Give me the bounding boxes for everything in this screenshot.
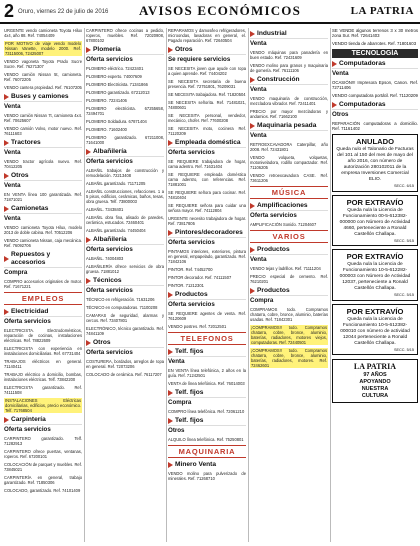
classified-ad: VENDO retroexcavadora CASE. Ref. 73611206 xyxy=(250,173,328,183)
classified-ad: OCASIÓN!!! Impresora Epson, Canon. Ref. 72711406 xyxy=(332,80,418,90)
category xyxy=(168,291,246,309)
classified-ad: PINTOR. 71212301 xyxy=(168,283,204,288)
category-name: Productos xyxy=(250,246,328,254)
category xyxy=(250,76,328,94)
column-1 xyxy=(4,28,82,544)
category xyxy=(168,46,246,64)
category-sub: Oferta servicios xyxy=(86,156,164,166)
classified-ad: SE REQUIERE señora para cocinar. Ref. 74810404 xyxy=(168,190,246,200)
section-banner-musica: MÚSICA xyxy=(250,186,328,199)
category xyxy=(168,229,246,247)
classified-ad: COSTURERA, bordados, arreglos de ropa en general. Ref. 72073206 xyxy=(86,359,164,369)
classified-ad: TÉCNICO en computadoras. 71100208 xyxy=(86,305,158,310)
category-name: Albañilería xyxy=(86,236,164,244)
category xyxy=(250,202,328,220)
category xyxy=(168,389,246,407)
category-sub: Venta xyxy=(4,147,82,157)
category-sub: Venta xyxy=(4,180,82,190)
category-name: Carpintería xyxy=(4,416,82,424)
classified-ad: VENDO tractor agrícola nuevo. Ref. 70412205 xyxy=(4,159,82,169)
classified-ad: PLOMERO. 72241406 xyxy=(86,98,127,103)
category-name: Telf. fijos xyxy=(168,348,246,356)
category-name: Productos xyxy=(168,291,246,299)
classified-ad: COLOCACIÓN de parquet y muebles. Ref. 73845021 xyxy=(4,462,82,472)
category xyxy=(168,139,246,157)
classified-ad: COLOCADO de cerámica. Ref. 76117207 xyxy=(86,372,162,377)
classified-ad: PLOMERO garantizado. 67211008, 71641000 xyxy=(86,135,164,145)
classified-ad-highlighted: ¡COMPRAMOS!! todo. Compramos chatarra, cobre, bronce, aluminio, baterías, radiadores, motores viejos, computadoras. Ref. 72440501 xyxy=(251,325,327,345)
classified-ad-highlighted: INSTALACIONES Eléctricas domiciliarias, edificios, precio económico. Telf. 71768504 xyxy=(5,398,81,413)
category-sub: Oferta servicios xyxy=(86,347,164,357)
classified-ad: VENDO postres. Ref. 72012501 xyxy=(168,324,227,329)
column-rule xyxy=(248,28,249,542)
classified-ad: ALBAÑIL. 74004803 xyxy=(86,256,124,261)
category xyxy=(4,308,82,326)
classified-ad: VENDO molino para pulverizado de minerales. Ref. 71268710 xyxy=(168,471,246,481)
category-name: Empleada doméstica xyxy=(168,139,246,147)
section-banner-empleos: EMPLEOS xyxy=(4,292,82,305)
category xyxy=(86,46,164,64)
promo-line: NUESTRA xyxy=(361,386,389,393)
classified-ad: TRABAJOS eléctricos en general. 71140411 xyxy=(4,359,82,369)
classified-ad: SE NECESITA joven que ayude con ropa a quien aprende. Ref. 74404202 xyxy=(168,66,246,76)
category-sub: Compra xyxy=(168,397,246,407)
classified-ad: CARPINTERÍA en general, trabajo garantizado. Ref. 71850306 xyxy=(4,475,82,485)
classified-ad: PLOMERO. 71602400 xyxy=(86,127,127,132)
classified-ad: VENDO maquinaria de construcción, mezcladora vibrador. Ref. 72411401 xyxy=(250,96,328,106)
classified-ad: TRABAJO eléctrico a domicilio, bombas, instalaciones eléctricas. Telf. 73842200 xyxy=(4,372,82,382)
notice-title: POR EXTRAVÍO xyxy=(346,197,404,207)
classified-ad: EN VENTA línea 100 garantizada. Ref. 71871021 xyxy=(4,192,82,202)
category-sub: Oferta servicios xyxy=(86,285,164,295)
notice-box-anulado xyxy=(332,134,418,192)
category-name: Telf. fijos xyxy=(168,389,246,397)
classified-ad: PLOMERO garantizado. 67212013 xyxy=(86,90,150,95)
category-sub: Venta xyxy=(168,356,246,366)
classified-ad: CAMARAS de seguridad, alarmas y cercos. Ref. 73407801 xyxy=(86,313,164,323)
classified-ad: ALQUILO línea telefónica. Ref. 75250801 xyxy=(168,437,244,442)
category-name: Construcción xyxy=(250,76,328,84)
classified-ad: CARPINTERO ofrece cocinas a pedido, roperos, muebles. Ref. 72020908, 67800102 xyxy=(86,28,164,43)
category-name: Computadoras xyxy=(332,60,418,68)
category-name: Amplificaciones xyxy=(250,202,328,210)
category-name: Telf. fijos xyxy=(168,417,246,425)
classified-ad: REPARAMOS y damos/leo refrigeradores, microondas, lavadoras en general, el. Pagado reparación. Ref. 72640504 xyxy=(168,28,246,43)
promo-line: 97 AÑOS xyxy=(363,372,387,379)
notice-code: SECC. 5/15 xyxy=(393,347,414,352)
classified-ad: COMPRAMOS todo. Compramos chatarra, cobre, bronce, aluminio, baterías usadas. Ref. 71842301 xyxy=(250,307,328,322)
category-name: Albañilería xyxy=(86,148,164,156)
classified-ad: VENDO computadora portátil. Ref. 71120209 xyxy=(332,93,418,98)
category-name: Plomería xyxy=(86,46,164,54)
classified-ad: VENDO cantera propiedad. Ref. 76107205 xyxy=(4,85,82,90)
category-sub: Compra xyxy=(4,267,82,277)
notice-title: POR EXTRAVÍO xyxy=(346,252,404,262)
category-sub: Oferta servicios xyxy=(168,237,246,247)
category-sub: Oferta servicios xyxy=(250,210,328,220)
category-sub: Venta xyxy=(250,130,328,140)
category-sub: Venta xyxy=(4,101,82,111)
classified-ad: ELECTRICISTA con experiencia en instalaciones domiciliarias. Ref. 67731404 xyxy=(4,346,82,356)
classified-ad: SE REQUIERE señora para cuidar una señora mayor. Ref. 74112804 xyxy=(168,203,246,213)
category xyxy=(4,251,82,277)
classified-ad: CARPINTERO ofrece puertas, ventanas, roperos. Ref. 67200101 xyxy=(4,449,82,459)
classified-ad: PLOMERO electricista. 67255658, 72494701 xyxy=(86,106,164,116)
category xyxy=(4,93,82,111)
category-sub: Venta xyxy=(250,38,328,48)
classified-ad: ALBAÑIL garantizado. 74450404 xyxy=(86,228,146,233)
notice-text: Queda nula la Licencia de Funcionamiento 10-5-612382-000010 con número de actividad 12044 perteneciente a Ronald Castellón Challapa. xyxy=(340,316,410,346)
category xyxy=(250,246,328,264)
classified-ad: VENDO camioneta Nissan, caja mecánica. Ref. 76092706 xyxy=(4,238,82,248)
category-sub: Oferta servicios xyxy=(168,147,246,157)
notice-text: Queda nula la Licencia de Funcionamiento 10-5-612282-000003 con Número de Actividad 12037, perteneciente a Ronald Castellón Challapa. xyxy=(339,262,411,292)
category-sub: Oferta servicios xyxy=(4,424,82,434)
classified-ad: EN VENTA línea telefónica, 2 años en la guía. Ref. 71242501 xyxy=(168,368,246,378)
section-band-tecnologia: TECNOLOGÍA xyxy=(332,49,418,58)
category-name: Técnicos xyxy=(86,277,164,285)
classified-ad: PLOMERO eléctrico. 72423401 xyxy=(86,66,144,71)
section-banner-varios: VARIOS xyxy=(250,230,328,243)
category-sub: Oferta servicios xyxy=(4,316,82,326)
classified-ad: SE NECESITA secretaria de buena presencia. Ref. 72751801, 76209031 xyxy=(168,79,246,89)
notice-title: ANULADO xyxy=(356,137,394,146)
category xyxy=(168,348,246,366)
category-sub: Se requiere servicios xyxy=(168,54,246,64)
classified-ad: SE NECESITA trabajadora. Ref. 71820504 xyxy=(168,92,246,97)
notice-title: POR EXTRAVÍO xyxy=(346,306,404,316)
category xyxy=(4,205,82,223)
category-name: Camionetas xyxy=(4,205,82,213)
page-header xyxy=(0,0,420,24)
classified-ad: VENDO volqueta, volquetas, motoniveladora, rodillo compactador. Ref. 71106205 xyxy=(250,155,328,170)
category-name: Computadoras xyxy=(332,101,418,109)
category xyxy=(86,339,164,357)
classified-ad: ELECTRICISTA. Electrodomésticos, reparación de cocinas, instalaciones eléctricas. Ref. 78822609 xyxy=(4,328,82,343)
classified-ad: COLOCADO, garantizado. Ref. 74101409 xyxy=(4,488,81,493)
classified-ad: VENDO camión Volvo, motor nuevo. Ref. 76111603 xyxy=(4,126,82,136)
classified-ad: ELECTRÓNICO, técnico garantizado. Ref. 74841109 xyxy=(86,326,164,336)
promo-box-la-patria xyxy=(332,359,418,403)
promo-title: LA PATRIA xyxy=(353,362,397,372)
classified-ad: PRECIO especial de cemento. Ref. 76210201 xyxy=(250,274,328,284)
category-name: Repuestos y accesorios xyxy=(4,251,82,267)
category-sub: Otros xyxy=(332,109,418,119)
classified-ad: VENDO vagoneta Toyota Prado Sucre Sucre. Ref. 76271307 xyxy=(4,59,82,69)
classified-ad: ALBAÑIL trabajos de construcción y remodelación. 72213408 xyxy=(86,168,164,178)
masthead-logo: LA PATRIA xyxy=(350,5,414,17)
notice-code: SECC. 5/15 xyxy=(393,238,414,243)
classified-ad: ALBAÑIL obra fina, alisado de paredes, cerámica, estucados. 72460401 xyxy=(86,215,164,225)
category-sub: Oferta servicios xyxy=(86,244,164,254)
category xyxy=(4,416,82,434)
classified-ad: VENDO tejas y ladrillos. Ref. 71111204 xyxy=(250,266,321,271)
category xyxy=(250,30,328,48)
category-name: Pintores/decoradores xyxy=(168,229,246,237)
page-number: 2 xyxy=(4,1,15,21)
classified-ad: SE NECESITA señorita. Ref. 71481021, 74800601 xyxy=(168,100,246,110)
category xyxy=(332,60,418,78)
classified-ad: COMPRO accesorios originales de motor. Ref. 71671221 xyxy=(4,279,82,289)
section-banner-maquinaria: MAQUINARIA xyxy=(168,445,246,458)
classified-ad: PRECIO por mayor mezcladoras y andamios. Ref. 71662100 xyxy=(250,109,328,119)
category xyxy=(168,417,246,435)
classified-ad: SE NECESITA personal, vendedor, mecánico, chofer. Ref. 77600208 xyxy=(168,113,246,123)
category-name: Industrial xyxy=(250,30,328,38)
notice-text: Queda nula la Licencia de Funcionamiento 00-5-612382-000000 con Número de Actividad 4660, perteneciente a Ronald Castellón Challapa. xyxy=(339,207,411,237)
column-rule xyxy=(166,28,167,542)
category-name: Electricidad xyxy=(4,308,82,316)
classified-ad: CARPINTERO garantizado. Telf. 71282913 xyxy=(4,436,82,446)
notice-box-extravio xyxy=(332,249,418,301)
classified-ad: VENDO molino para granos y maquinaria de gomería. Ref. 76111106 xyxy=(250,63,328,73)
classified-ad: URGENTE necesito trabajadora de hogar. Ref. 73817805 xyxy=(168,216,246,226)
section-title: AVISOS ECONÓMICOS xyxy=(138,3,302,18)
section-banner-telefonos: TELEFONOS xyxy=(168,332,246,345)
classified-ad: VENTA de línea telefónica. Ref. 76014003 xyxy=(168,381,245,386)
classified-ad: SE REQUIERE trabajadora de hogar, cama adentro. Ref. 71631404 xyxy=(168,159,246,169)
classified-ad: TÉCNICO en refrigeración. 71631206 xyxy=(86,297,155,302)
classified-ad: PINTAMOS interiores, exteriores, pintura en general, empapelado, garantizado. Ref. 71842106 xyxy=(168,249,246,264)
column-5 xyxy=(332,28,418,544)
classified-ad: ELECTRICISTA garantizado. Ref. 74111508 xyxy=(4,385,82,395)
classified-ad: COMPRO línea telefónica. Ref. 72061210 xyxy=(168,409,245,414)
category xyxy=(86,277,164,295)
category xyxy=(4,172,82,190)
classified-ad: VENDO tienda de abarrotes. Ref. 71801603 xyxy=(332,41,417,46)
classified-ad: AMPLIFICACIÓN Sonido. 71204607 xyxy=(250,222,317,227)
classified-ad: SE NECESITA moto, cocinera Ref. 71120209 xyxy=(168,126,246,136)
classified-ad-highlighted: POR MOTIVO de viaje vendo modelo Nissan Vanette, modelo 2000. Ref. 73115006, 72425007 xyxy=(5,41,81,56)
classified-ad: URGENTE vendo camioneta Toyota Hilux 4x4, año 88. Ref. 74054409 xyxy=(4,28,82,38)
category-name: Otros xyxy=(4,172,82,180)
classified-ad: PLOMERO Electricista. 71341866 xyxy=(86,82,148,87)
classified-ad: VENDO camión Nissan 7t, camioneta 4x4. Ref. 70625607 xyxy=(4,113,82,123)
column-rule xyxy=(330,28,331,542)
category-name: Otros xyxy=(86,339,164,347)
category-sub: Venta xyxy=(4,213,82,223)
notice-text: Queda nulo el Talonario de Facturas del 101 al 150 del mes de mayo del año 2016, con número de autorización 280102011 de la empresa Inversiones Comercial ELIO. xyxy=(336,147,414,182)
column-3 xyxy=(168,28,246,544)
notice-code: SECC. 6/15 xyxy=(393,184,414,188)
classified-ad: VENDO camioneta Toyota Hilux, modelo 2013 de doble cabina. Ref. 70512206 xyxy=(4,225,82,235)
category-sub: Venta xyxy=(332,68,418,78)
classified-ad: ALBAÑILERÍA ofrece servicios de obra gruesa. 71881012 xyxy=(86,264,164,274)
promo-line: APOYANDO xyxy=(359,379,391,386)
column-rule xyxy=(84,28,85,542)
classified-ad: PINTOR decorador. Ref. 74111507 xyxy=(168,275,232,280)
dateline: Oruro, viernes 22 de julio de 2016 xyxy=(18,9,109,15)
category-name: Buses y camiones xyxy=(4,93,82,101)
column-4 xyxy=(250,28,328,544)
category-sub: Venta xyxy=(250,84,328,94)
category xyxy=(250,122,328,140)
classified-ad: SE REQUIERE agentes de venta. Ref. 76120609 xyxy=(168,311,246,321)
classified-ad: PLOMERO Soldadura. 67871404 xyxy=(86,119,147,124)
category-sub: Oferta servicios xyxy=(168,299,246,309)
classified-ad: SE REQUIERE empleada doméstica cama adentro, con referencias. Ref. 71881001 xyxy=(168,172,246,187)
notice-code: SECC. 5/15 xyxy=(393,293,414,298)
promo-line: CULTURA xyxy=(361,393,389,400)
classified-ad: VENDO camión Nissan 5t, camioneta. Ref. 76072205 xyxy=(4,72,82,82)
category-name: Tractores xyxy=(4,139,82,147)
category-sub: Otros xyxy=(168,425,246,435)
classified-ad-highlighted: ¡COMPRAMOS!! todo. Compramos chatarra, cobre, bronce, aluminio, baterías, radiadores, motores. Ref. 72462601 xyxy=(251,348,327,368)
classified-ad: RETROEXCAVADORA Caterpillar, año 2008. Ref. 72431801 xyxy=(250,142,328,152)
classified-ad: ALBAÑIL garantizado. 71171205 xyxy=(86,181,146,186)
classified-ad: VENDO máquinas para panadería en buen estado. Ref. 72431609 xyxy=(250,50,328,60)
category-name: Productos xyxy=(250,287,328,295)
category-name: Minero Venta xyxy=(168,461,246,469)
classified-ad: ALBAÑIL. 73438401 xyxy=(86,207,124,212)
category xyxy=(4,139,82,157)
classified-ad: PINTOR. Ref. 74452700 xyxy=(168,267,213,272)
category-sub: Compra xyxy=(250,295,328,305)
category-name: Otros xyxy=(168,46,246,54)
classified-ad: REPARACIÓN computadoras a domicilio. Ref. 71161402 xyxy=(332,121,418,131)
category-name: Maquinaria pesada xyxy=(250,122,328,130)
category xyxy=(86,236,164,254)
category xyxy=(86,148,164,166)
category xyxy=(168,461,246,469)
notice-box-extravio xyxy=(332,195,418,247)
category xyxy=(250,287,328,305)
category-sub: Venta xyxy=(250,254,328,264)
classified-ad: ALBAÑIL construcciones, refacciones. 1 a 5 pisos, edificios, cerámicas, baños, tesas, obra gruesa. Telf. 73800003 xyxy=(86,189,164,204)
notice-box-extravio xyxy=(332,304,418,356)
category-sub: Oferta servicios xyxy=(86,54,164,64)
classified-ad: SE VENDE algunos terrenos 3 x 30 metros zona Sur. Ref. 72641403 xyxy=(332,28,418,38)
classified-ad: PLOMERO experto. 74007609 xyxy=(86,74,142,79)
column-2 xyxy=(86,28,164,544)
category xyxy=(332,101,418,119)
